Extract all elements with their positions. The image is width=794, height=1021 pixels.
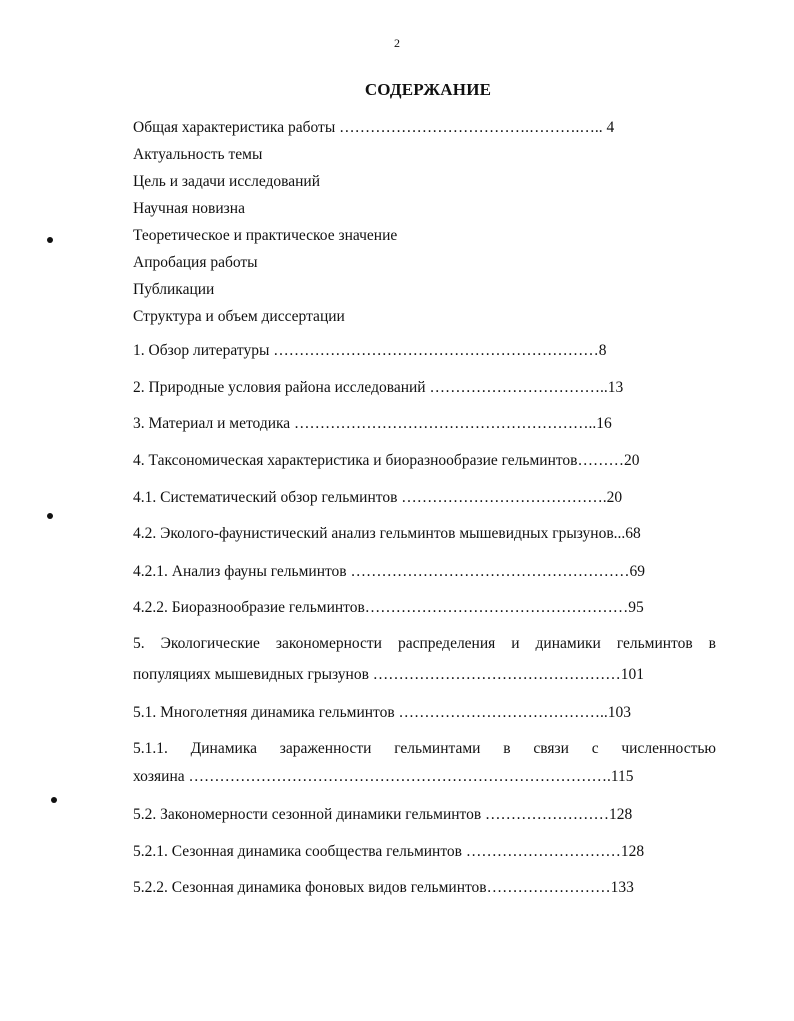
toc-entry-3: 3. Материал и методика …………………………………………………..16 (133, 415, 612, 432)
toc-entry-5-line-2: популяциях мышевидных грызунов …………………………………………101 (133, 666, 645, 683)
toc-entry-5-line-1: 5. Экологические закономерности распределения и динамики гельминтов в (133, 635, 716, 652)
toc-entry-5-2-1: 5.2.1. Сезонная динамика сообщества гельминтов …………………………128 (133, 843, 645, 860)
page-number: 2 (394, 36, 400, 50)
toc-entry-general: Общая характеристика работы ……………………………….……….….. 4 (133, 119, 615, 136)
toc-entry-approbation: Апробация работы (133, 254, 258, 271)
scan-mark-1 (47, 237, 53, 243)
toc-entry-4-1: 4.1. Систематический обзор гельминтов ………………………………….20 (133, 489, 623, 506)
page-title: СОДЕРЖАНИЕ (364, 80, 492, 99)
toc-entry-publications: Публикации (133, 281, 215, 298)
toc-entry-5-2: 5.2. Закономерности сезонной динамики гельминтов ……………………128 (133, 806, 633, 823)
toc-entry-novelty: Научная новизна (133, 200, 245, 217)
toc-entry-4-2: 4.2. Эколого-фаунистический анализ гельминтов мышевидных грызунов...68 (133, 525, 641, 542)
toc-entry-5-1: 5.1. Многолетняя динамика гельминтов …………………………………..103 (133, 704, 632, 721)
toc-entry-goals: Цель и задачи исследований (133, 173, 321, 190)
toc-entry-5-1-1-line-2: хозяина ……………………………………………………………………….115 (133, 768, 634, 785)
toc-entry-5 (133, 634, 716, 684)
toc-entry-5-1-1-line-1: 5.1.1. Динамика зараженности гельминтами в связи с численностью (133, 740, 716, 757)
toc-entry-relevance: Актуальность темы (133, 146, 263, 163)
toc-entry-5-1-1 (133, 739, 716, 786)
toc-entry-1: 1. Обзор литературы ………………………………………………………8 (133, 342, 607, 359)
toc-entry-2: 2. Природные условия района исследований ……………………………..13 (133, 379, 624, 396)
scan-mark-3 (51, 797, 57, 803)
toc-entry-5-2-2: 5.2.2. Сезонная динамика фоновых видов гельминтов……………………133 (133, 879, 634, 896)
toc-entry-significance: Теоретическое и практическое значение (133, 227, 398, 244)
toc-entry-4-2-1: 4.2.1. Анализ фауны гельминтов ………………………………………………69 (133, 563, 645, 580)
toc-entry-4: 4. Таксономическая характеристика и биоразнообразие гельминтов………20 (133, 452, 640, 469)
toc-entry-4-2-2: 4.2.2. Биоразнообразие гельминтов……………………………………………95 (133, 599, 644, 616)
scan-mark-2 (47, 513, 53, 519)
toc-entry-structure: Структура и объем диссертации (133, 308, 345, 325)
